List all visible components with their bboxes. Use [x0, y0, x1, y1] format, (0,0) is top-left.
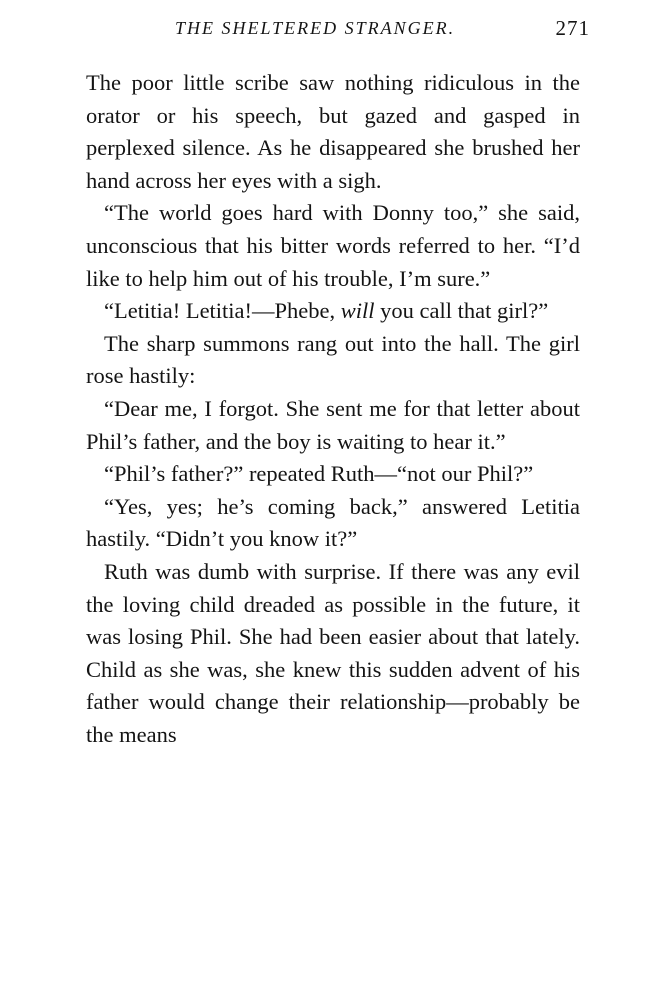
running-header [90, 18, 590, 46]
paragraph-text: The sharp summons rang out into the hall. The girl rose hastily: [86, 330, 580, 389]
paragraph-6 [86, 458, 580, 491]
paragraph-text: “Phil’s father?” repeated Ruth—“not our Phil?” [104, 461, 534, 487]
paragraph-2 [86, 197, 580, 295]
paragraph-3 [86, 295, 580, 328]
paragraph-text: “Dear me, I forgot. She sent me for that letter about Phil’s father, and the boy is waiting to hear it.” [86, 395, 580, 454]
page-number: 271 [555, 16, 590, 40]
paragraph-7 [86, 491, 580, 556]
paragraph-5 [86, 393, 580, 458]
paragraph-text: “The world goes hard with Donny too,” she said, unconscious that his bitter words referred to her. “I’d like to help him out of his trouble, I’m sure.” [86, 200, 580, 291]
paragraph-1 [86, 67, 580, 197]
paragraph-4 [86, 328, 580, 393]
body-text [86, 67, 580, 751]
paragraph-text: Ruth was dumb with surprise. If there was any evil the loving child dreaded as possible in the future, it was losing Phil. She had been easier about that lately. Child as she was, she knew this sudden advent of his father would change their relationship—probably be the means [86, 558, 580, 747]
emphasis-text: will [340, 298, 375, 324]
paragraph-text: “Letitia! Letitia!—Phebe, [104, 298, 341, 324]
running-title: THE SHELTERED STRANGER. [175, 18, 456, 38]
paragraph-text-continued: you call that girl?” [374, 298, 549, 324]
paragraph-text: “Yes, yes; he’s coming back,” answered Letitia hastily. “Didn’t you know it?” [86, 493, 580, 552]
paragraph-8 [86, 556, 580, 752]
paragraph-text: The poor little scribe saw nothing ridiculous in the orator or his speech, but gazed and gasped in perplexed silence. As he disappeared she brushed her hand across her eyes with a sigh. [86, 70, 580, 193]
